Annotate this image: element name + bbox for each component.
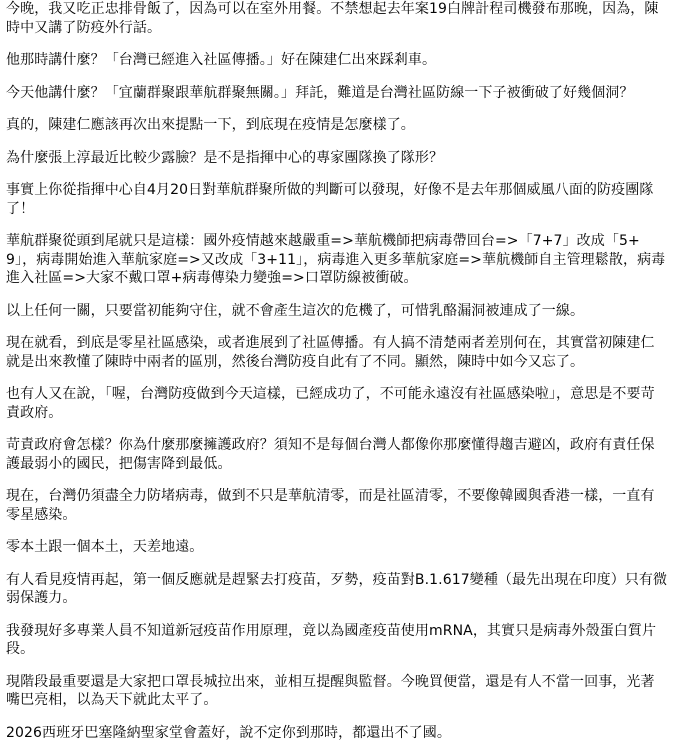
- post-paragraph-2: 他那時講什麼？「台灣已經進入社區傳播。」好在陳建仁出來踩剎車。: [6, 51, 668, 70]
- post-paragraph-12: 現在，台灣仍須盡全力防堵病毒，做到不只是華航清零，而是社區清零，不要像韓國與香港一樣，一直有零星感染。: [6, 487, 668, 524]
- post-paragraph-6: 事實上你從指揮中心自4月20日對華航群聚所做的判斷可以發現，好像不是去年那個威風八面的防疫團隊了！: [6, 181, 668, 218]
- post-paragraph-4: 真的，陳建仁應該再次出來提點一下，到底現在疫情是怎麼樣了。: [6, 116, 668, 135]
- post-paragraph-14: 有人看見疫情再起，第一個反應就是趕緊去打疫苗，歹勢，疫苗對B.1.617變種（最先出現在印度）只有微弱保護力。: [6, 571, 668, 608]
- post-paragraph-8: 以上任何一關，只要當初能夠守住，就不會產生這次的危機了，可惜乳酪漏洞被連成了一線。: [6, 302, 668, 321]
- post-paragraph-5: 為什麼張上淳最近比較少露臉？是不是指揮中心的專家團隊換了隊形？: [6, 149, 668, 168]
- post-paragraph-1: 今晚，我又吃正忠排骨飯了，因為可以在室外用餐。不禁想起去年案19白牌計程司機發布那晚，因為，陳時中又講了防疫外行話。: [6, 0, 668, 37]
- post-paragraph-3: 今天他講什麼？「宜蘭群聚跟華航群聚無關。」拜託，難道是台灣社區防線一下子被衝破了好幾個洞？: [6, 84, 668, 103]
- post-paragraph-7: 華航群聚從頭到尾就只是這樣：國外疫情越來越嚴重=>華航機師把病毒帶回台=>「7+7」改成「5+9」，病毒開始進入華航家庭=>又改成「3+11」，病毒進入更多華航家庭=>華航機師自主管理鬆散，病毒進入社區=>大家不戴口罩+病毒傳染力變強=>口罩防線被衝破。: [6, 232, 668, 288]
- post-paragraph-17: 2026西班牙巴塞隆納聖家堂會蓋好，說不定你到那時，都還出不了國。: [6, 724, 668, 742]
- post-paragraph-9: 現在就看，到底是零星社區感染，或者進展到了社區傳播。有人搞不清楚兩者差別何在，其實當初陳建仁就是出來教懂了陳時中兩者的區別，然後台灣防疫自此有了不同。顯然，陳時中如今又忘了。: [6, 334, 668, 371]
- post-body: [6, 0, 668, 742]
- post-paragraph-15: 我發現好多專業人員不知道新冠疫苗作用原理，竟以為國產疫苗使用mRNA，其實只是病毒外殼蛋白質片段。: [6, 622, 668, 659]
- post-paragraph-16: 現階段最重要還是大家把口罩長城拉出來，並相互提醒與監督。今晚買便當，還是有人不當一回事，光著嘴巴亮相，以為天下就此太平了。: [6, 673, 668, 710]
- post-paragraph-13: 零本土跟一個本土，天差地遠。: [6, 538, 668, 557]
- post-paragraph-11: 苛責政府會怎樣？你為什麼那麼擁護政府？須知不是每個台灣人都像你那麼懂得趨吉避凶，政府有責任保護最弱小的國民，把傷害降到最低。: [6, 436, 668, 473]
- post-paragraph-10: 也有人又在說，「喔，台灣防疫做到今天這樣，已經成功了，不可能永遠沒有社區感染啦」，意思是不要苛責政府。: [6, 385, 668, 422]
